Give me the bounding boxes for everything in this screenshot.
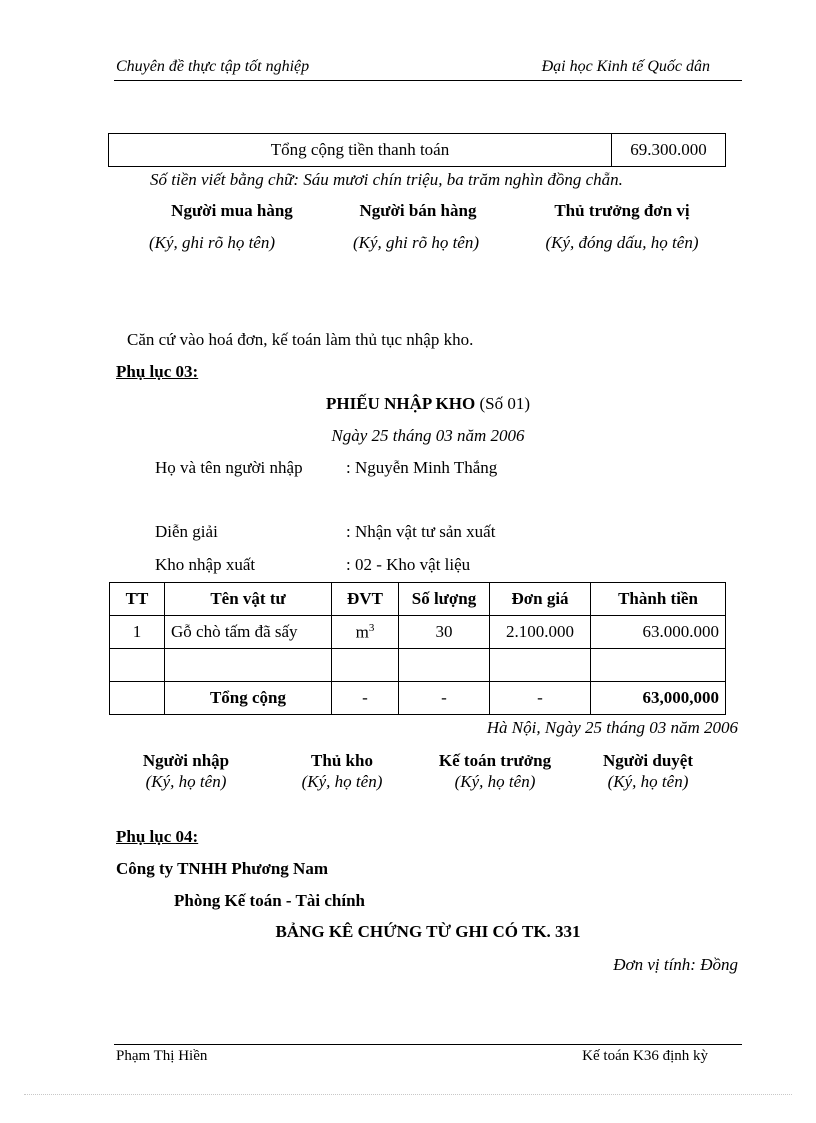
cell-price: 2.100.000 xyxy=(490,616,591,649)
cell-empty xyxy=(332,649,399,682)
col-header: TT xyxy=(110,583,165,616)
signature-title: Thủ kho xyxy=(311,751,373,770)
signature-title: Người nhập xyxy=(142,751,230,770)
footer-rule xyxy=(114,1044,742,1045)
footer-right: Kế toán K36 định kỳ xyxy=(582,1048,708,1064)
table-total-row xyxy=(110,682,726,715)
unit-text: m xyxy=(355,622,369,642)
company-name: Công ty TNHH Phương Nam xyxy=(116,859,328,878)
invoice-total-table xyxy=(108,133,726,167)
cell-empty xyxy=(165,649,332,682)
col-header: Tên vật tư xyxy=(165,583,332,616)
place-date: Hà Nội, Ngày 25 tháng 03 năm 2006 xyxy=(486,718,738,737)
receipt-title: PHIẾU NHẬP KHO xyxy=(325,394,476,413)
cell-empty xyxy=(110,682,165,715)
signature-note: (Ký, họ tên) xyxy=(607,772,689,791)
table-header-row xyxy=(110,583,726,616)
cell-qty: 30 xyxy=(399,616,490,649)
footer-left: Phạm Thị Hiền xyxy=(116,1048,208,1064)
signature-title: Người duyệt xyxy=(603,751,693,770)
signature-note: (Ký, họ tên) xyxy=(454,772,536,791)
cell-unit xyxy=(332,616,399,649)
header-right: Đại học Kinh tế Quốc dân xyxy=(541,58,710,75)
table-row xyxy=(110,616,726,649)
receipt-title-line xyxy=(220,394,636,414)
intro-text: Căn cứ vào hoá đơn, kế toán làm thủ tục nhập kho. xyxy=(127,330,474,349)
col-header: ĐVT xyxy=(332,583,399,616)
total-price: - xyxy=(490,682,591,715)
currency-unit: Đơn vị tính: Đồng xyxy=(613,955,738,974)
field-value: : Nguyễn Minh Thắng xyxy=(346,458,498,477)
signature-title: Kế toán trưởng xyxy=(438,751,552,770)
invoice-total-label: Tổng cộng tiền thanh toán xyxy=(109,134,612,167)
appendix-3-label: Phụ lục 03: xyxy=(116,362,199,381)
unit-superscript: 3 xyxy=(368,621,375,634)
signature-note: (Ký, họ tên) xyxy=(301,772,383,791)
amount-in-words: Số tiền viết bằng chữ: Sáu mươi chín triệu, ba trăm nghìn đồng chẵn. xyxy=(150,170,623,189)
signature-note: (Ký, đóng dấu, họ tên) xyxy=(545,233,699,252)
field-label: Họ và tên người nhập xyxy=(155,458,303,477)
signature-note: (Ký, ghi rõ họ tên) xyxy=(352,233,480,252)
cell-empty xyxy=(490,649,591,682)
receipt-date: Ngày 25 tháng 03 năm 2006 xyxy=(331,426,525,445)
statement-title: BẢNG KÊ CHỨNG TỪ GHI CÓ TK. 331 xyxy=(275,922,581,941)
signature-note: (Ký, họ tên) xyxy=(145,772,227,791)
col-header: Số lượng xyxy=(399,583,490,616)
total-label: Tổng cộng xyxy=(165,682,332,715)
table-empty-row xyxy=(110,649,726,682)
cell-tt: 1 xyxy=(110,616,165,649)
cell-empty xyxy=(110,649,165,682)
field-label: Kho nhập xuất xyxy=(155,555,256,574)
col-header: Thành tiền xyxy=(591,583,726,616)
total-qty: - xyxy=(399,682,490,715)
header-rule xyxy=(114,80,742,81)
signature-note: (Ký, ghi rõ họ tên) xyxy=(148,233,276,252)
department-name: Phòng Kế toán - Tài chính xyxy=(174,891,365,910)
page-edge xyxy=(24,1094,792,1095)
receipt-table xyxy=(109,582,726,715)
col-header: Đơn giá xyxy=(490,583,591,616)
cell-name: Gỗ chò tấm đã sấy xyxy=(165,616,332,649)
cell-empty xyxy=(399,649,490,682)
header-left: Chuyên đề thực tập tốt nghiệp xyxy=(116,58,310,75)
cell-amount: 63.000.000 xyxy=(591,616,726,649)
signature-title: Người mua hàng xyxy=(171,201,293,220)
field-value: : Nhận vật tư sản xuất xyxy=(346,522,496,541)
cell-empty xyxy=(591,649,726,682)
appendix-4-label: Phụ lục 04: xyxy=(116,827,199,846)
signature-title: Thủ trưởng đơn vị xyxy=(554,201,690,220)
field-label: Diễn giải xyxy=(155,522,218,541)
receipt-number: (Số 01) xyxy=(479,394,530,413)
signature-title: Người bán hàng xyxy=(359,201,477,220)
field-value: : 02 - Kho vật liệu xyxy=(346,555,471,574)
invoice-total-value: 69.300.000 xyxy=(612,134,726,167)
total-amount: 63,000,000 xyxy=(591,682,726,715)
total-unit: - xyxy=(332,682,399,715)
